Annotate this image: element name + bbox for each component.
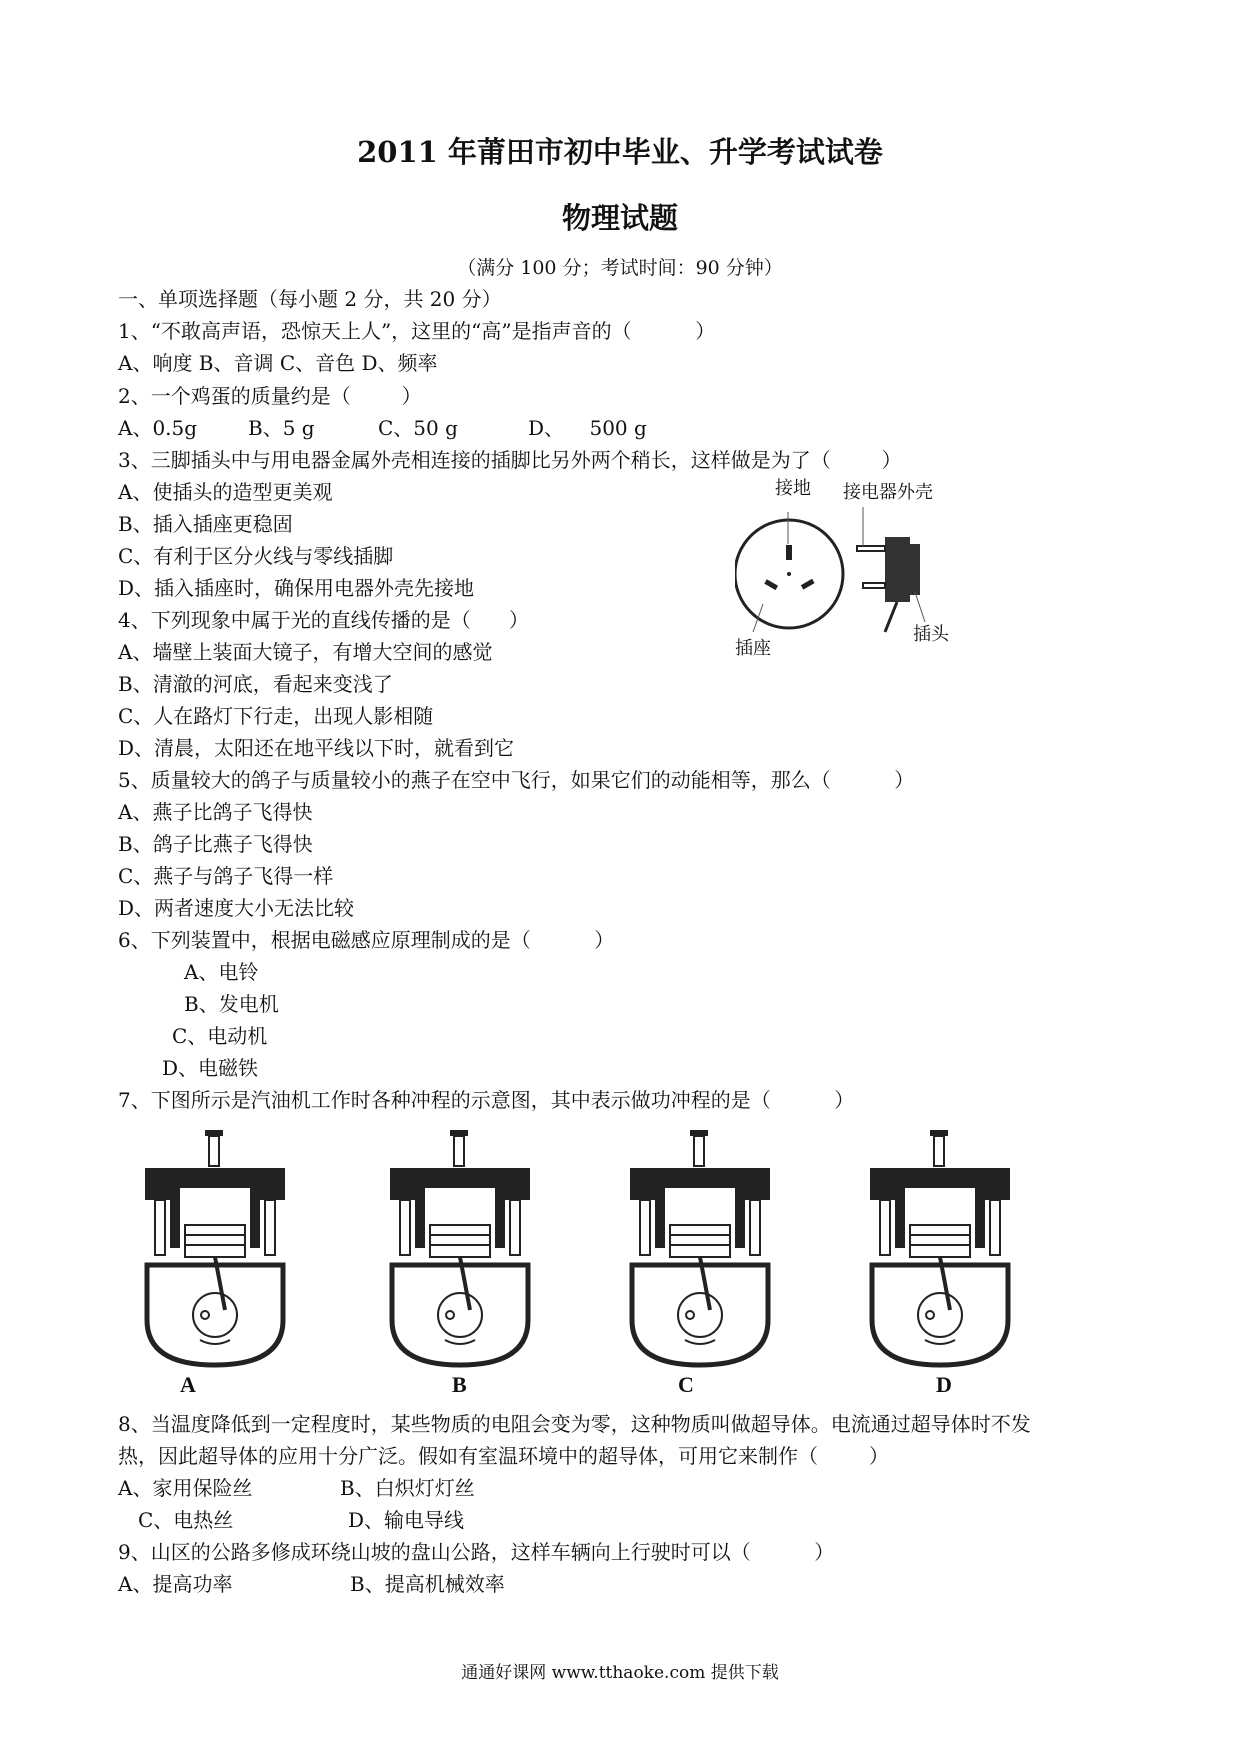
q5-stem: 5、质量较大的鸽子与质量较小的燕子在空中飞行，如果它们的动能相等，那么（ ） (118, 768, 915, 792)
q6-option-b: B、发电机 (184, 992, 279, 1016)
engine-diagram-c (620, 1130, 780, 1370)
engine-label-b: B (452, 1372, 467, 1397)
label-ground: 接地 (775, 478, 811, 499)
label-shell: 接电器外壳 (843, 482, 933, 503)
subject-title: 物理试题 (561, 201, 678, 235)
q9-option-b: B、提高机械效率 (350, 1572, 505, 1596)
q2-option-d: D、 500 g (528, 416, 647, 440)
q4-option-b: B、清澈的河底，看起来变浅了 (118, 672, 393, 696)
engine-diagram-d (860, 1130, 1020, 1370)
q5-option-a: A、燕子比鸽子飞得快 (118, 800, 313, 824)
page-footer: 通通好课网 www.tthaoke.com 提供下载 (461, 1663, 779, 1683)
q3-option-d: D、插入插座时，确保用电器外壳先接地 (118, 576, 475, 600)
q2-stem: 2、一个鸡蛋的质量约是（ ） (118, 384, 422, 408)
q8-option-b: B、白炽灯灯丝 (340, 1476, 475, 1500)
q8-stem-line2: 热，因此超导体的应用十分广泛。假如有室温环境中的超导体，可用它来制作（ ） (118, 1444, 889, 1468)
q8-stem-line1: 8、当温度降低到一定程度时，某些物质的电阻会变为零，这种物质叫做超导体。电流通过超导体时不发 (118, 1412, 1031, 1436)
label-socket: 插座 (735, 638, 771, 659)
q2-option-b: B、5 g (248, 416, 315, 440)
q2-option-c: C、50 g (378, 416, 458, 440)
q1-stem: 1、“不敢高声语，恐惊天上人”，这里的“高”是指声音的（ ） (118, 319, 716, 343)
q3-option-c: C、有利于区分火线与零线插脚 (118, 544, 394, 568)
engine-label-d: D (936, 1372, 952, 1397)
q5-option-b: B、鸽子比燕子飞得快 (118, 832, 313, 856)
engine-label-c: C (678, 1372, 694, 1397)
q1-options: A、响度 B、音调 C、音色 D、频率 (118, 351, 438, 375)
q6-option-c: C、电动机 (172, 1024, 268, 1048)
q2-option-a: A、0.5g (118, 416, 198, 440)
engine-diagram-a (135, 1130, 295, 1370)
q5-option-c: C、燕子与鸽子飞得一样 (118, 864, 334, 888)
q3-option-b: B、插入插座更稳固 (118, 512, 293, 536)
socket-plug-figure (735, 478, 975, 659)
q4-stem: 4、下列现象中属于光的直线传播的是（ ） (118, 608, 529, 632)
q9-stem: 9、山区的公路多修成环绕山坡的盘山公路，这样车辆向上行驶时可以（ ） (118, 1540, 835, 1564)
section-heading: 一、单项选择题（每小题 2 分，共 20 分） (118, 287, 502, 311)
q5-option-d: D、两者速度大小无法比较 (118, 896, 355, 920)
q4-option-a: A、墙壁上装面大镜子，有增大空间的感觉 (118, 640, 493, 664)
q6-option-a: A、电铃 (184, 960, 259, 984)
exam-info: （满分 100 分；考试时间：90 分钟） (457, 257, 783, 279)
engine-diagram-b (380, 1130, 540, 1370)
q3-option-a: A、使插头的造型更美观 (118, 480, 333, 504)
q7-stem: 7、下图所示是汽油机工作时各种冲程的示意图，其中表示做功冲程的是（ ） (118, 1088, 855, 1112)
exam-title: 2011 年莆田市初中毕业、升学考试试卷 (357, 135, 883, 169)
q3-stem: 3、三脚插头中与用电器金属外壳相连接的插脚比另外两个稍长，这样做是为了（ ） (118, 448, 902, 472)
q4-option-c: C、人在路灯下行走，出现人影相随 (118, 704, 434, 728)
q8-option-c: C、电热丝 (138, 1508, 234, 1532)
label-plug: 插头 (913, 624, 949, 645)
engine-label-a: A (180, 1372, 196, 1397)
q4-option-d: D、清晨，太阳还在地平线以下时，就看到它 (118, 736, 515, 760)
q6-option-d: D、电磁铁 (162, 1056, 259, 1080)
q8-option-a: A、家用保险丝 (118, 1476, 253, 1500)
q6-stem: 6、下列装置中，根据电磁感应原理制成的是（ ） (118, 928, 615, 952)
q9-option-a: A、提高功率 (118, 1572, 233, 1596)
q8-option-d: D、输电导线 (348, 1508, 465, 1532)
